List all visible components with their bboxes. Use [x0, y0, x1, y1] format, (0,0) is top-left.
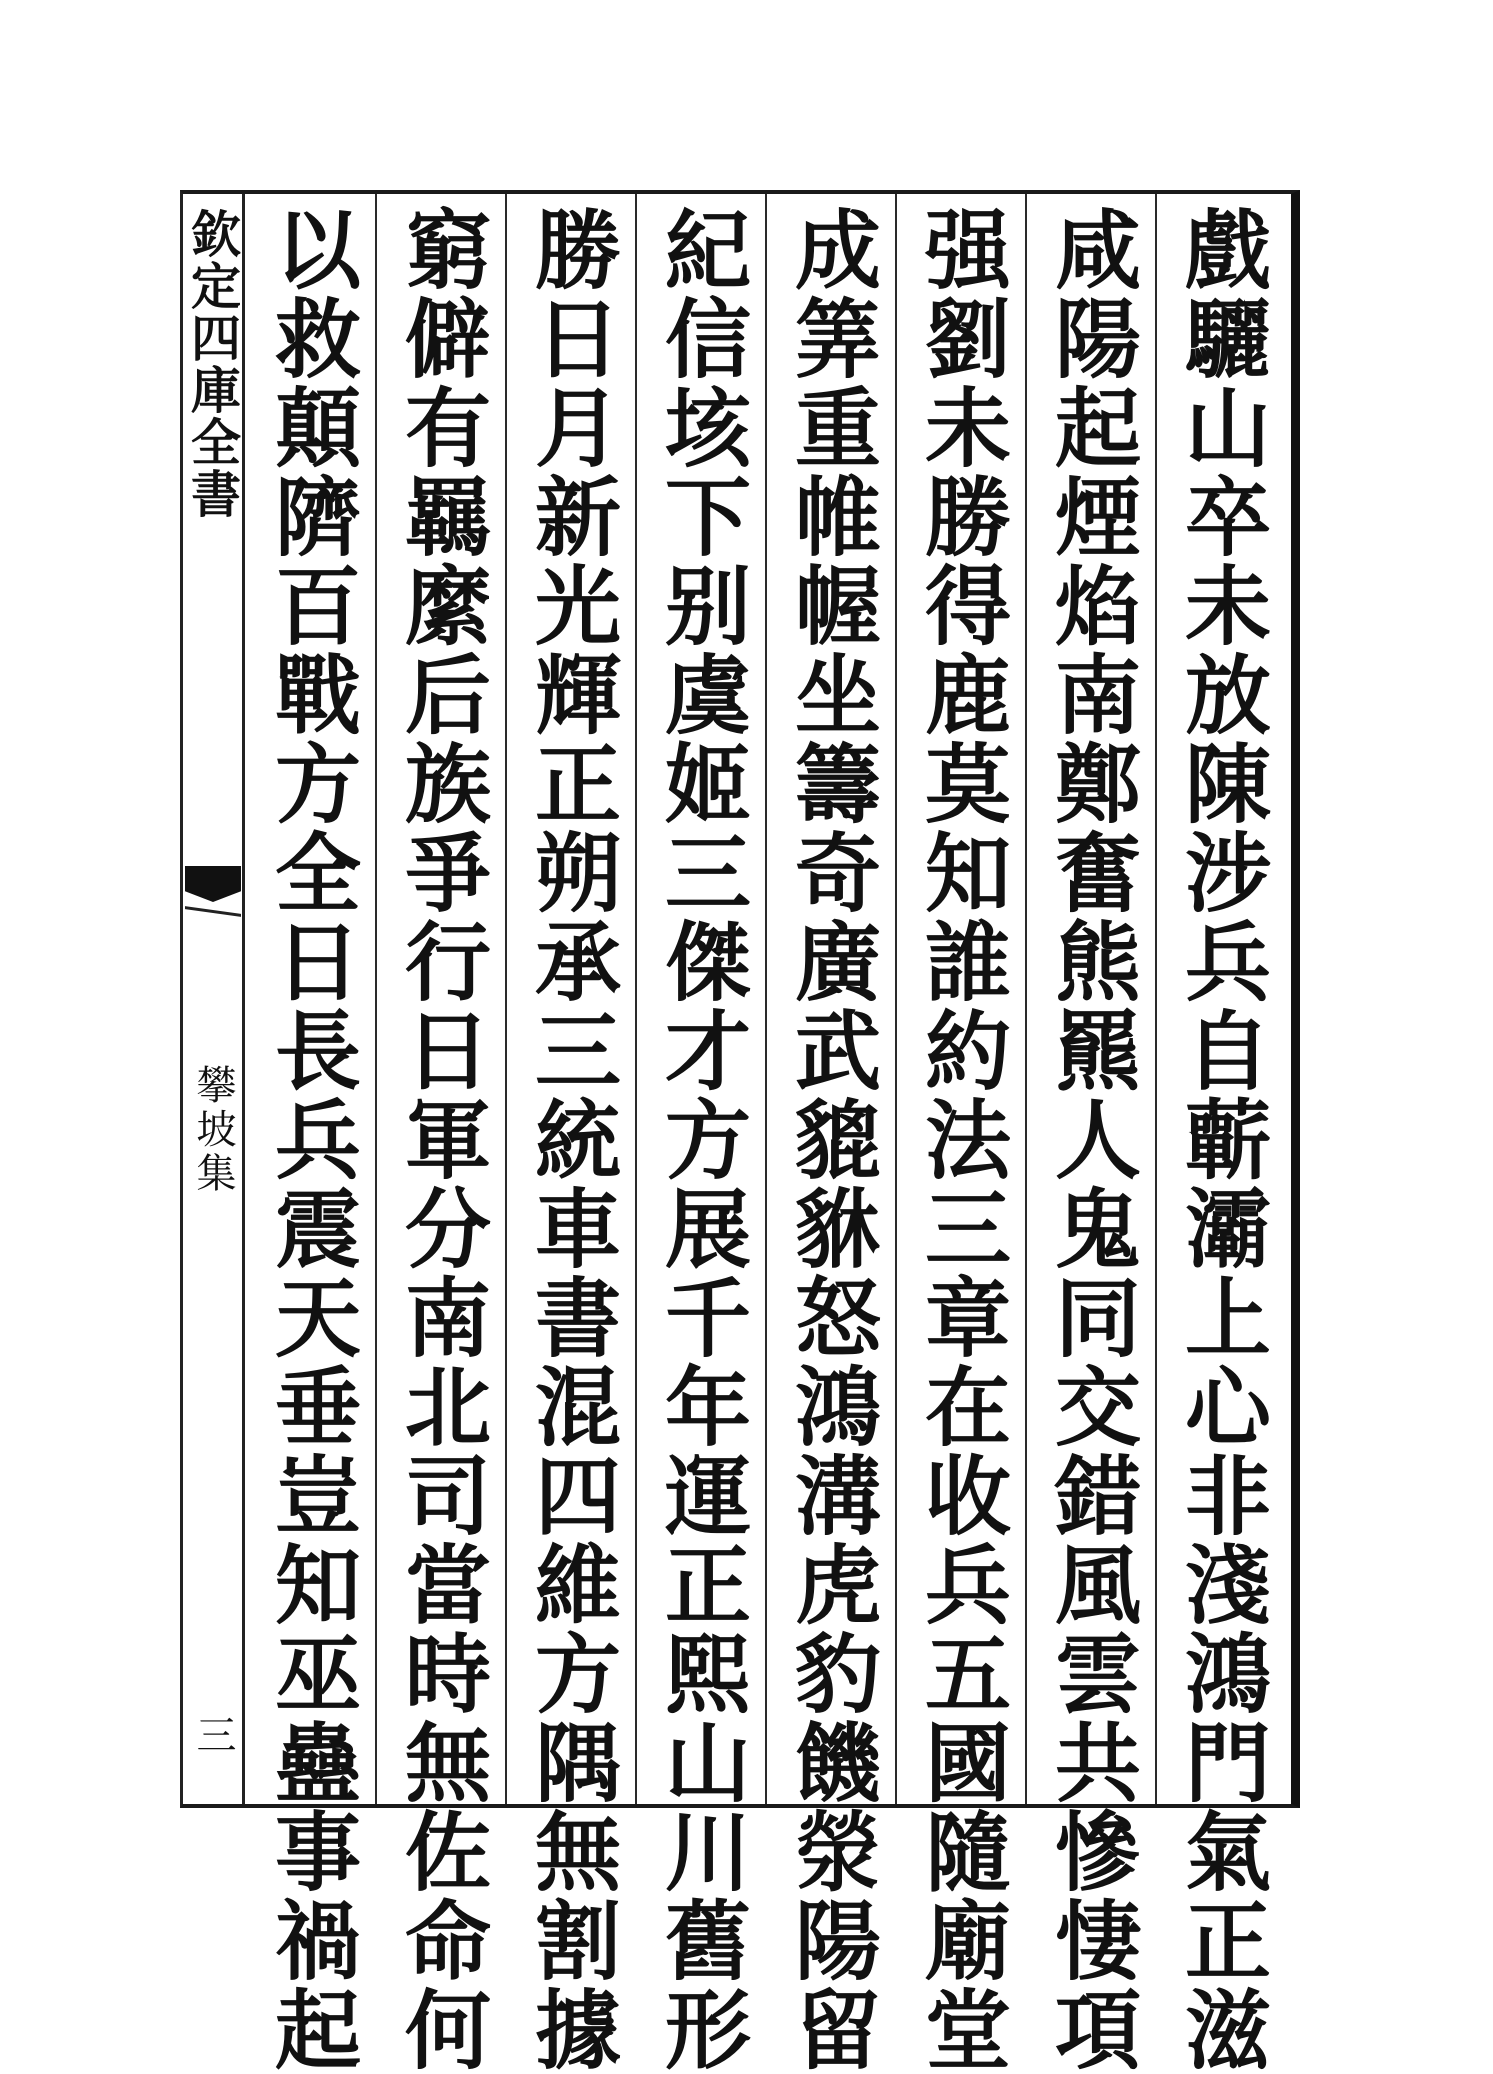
page-number: 三: [190, 1714, 236, 1754]
text-column-5: [645, 205, 755, 2074]
column-rule: [895, 194, 897, 1804]
text-column-2: [1035, 205, 1145, 2074]
column-rule: [635, 194, 637, 1804]
fishtail-mark-icon: [185, 866, 241, 902]
column-rule: [1025, 194, 1027, 1804]
page-margin-strip: [183, 194, 245, 1804]
column-rule: [765, 194, 767, 1804]
column-text: 戲驪山卒未放陳涉兵自蘄灞上心非淺鴻門氣正滋: [1170, 205, 1271, 2074]
text-column-8: [255, 205, 365, 2074]
column-text: 成筭重帷幄坐籌奇廣武貔貅怒鴻溝虎豹饑滎陽留: [780, 205, 881, 2074]
text-column-6: [515, 205, 625, 2074]
column-text: 强劉未勝得鹿莫知誰約法三章在收兵五國隨廟堂: [910, 205, 1011, 2074]
column-text: 勝日月新光輝正朔承三統車書混四維方隅無割據: [520, 205, 621, 2074]
column-rule: [375, 194, 377, 1804]
column-text: 咸陽起煙焰南鄭奮熊羆人鬼同交錯風雲共慘悽項: [1040, 205, 1141, 2074]
text-column-4: [775, 205, 885, 2074]
column-text: 紀信垓下别虞姬三傑才方展千年運正熙山川舊形: [650, 205, 751, 2074]
column-rule: [505, 194, 507, 1804]
text-column-7: [385, 205, 495, 2074]
column-text: 窮僻有羈縻后族爭行日軍分南北司當時無佐命何: [390, 205, 491, 2074]
collection-title: 欽定四庫全書: [183, 208, 242, 520]
fishtail-line: [185, 906, 241, 917]
text-column-3: [905, 205, 1015, 2074]
book-title: 攀坡集: [190, 1064, 236, 1196]
text-column-1: [1165, 205, 1275, 2074]
column-rule: [1155, 194, 1157, 1804]
column-text: 以救顛隮百戰方全日長兵震天垂豈知巫蠱事禍起: [260, 205, 361, 2074]
